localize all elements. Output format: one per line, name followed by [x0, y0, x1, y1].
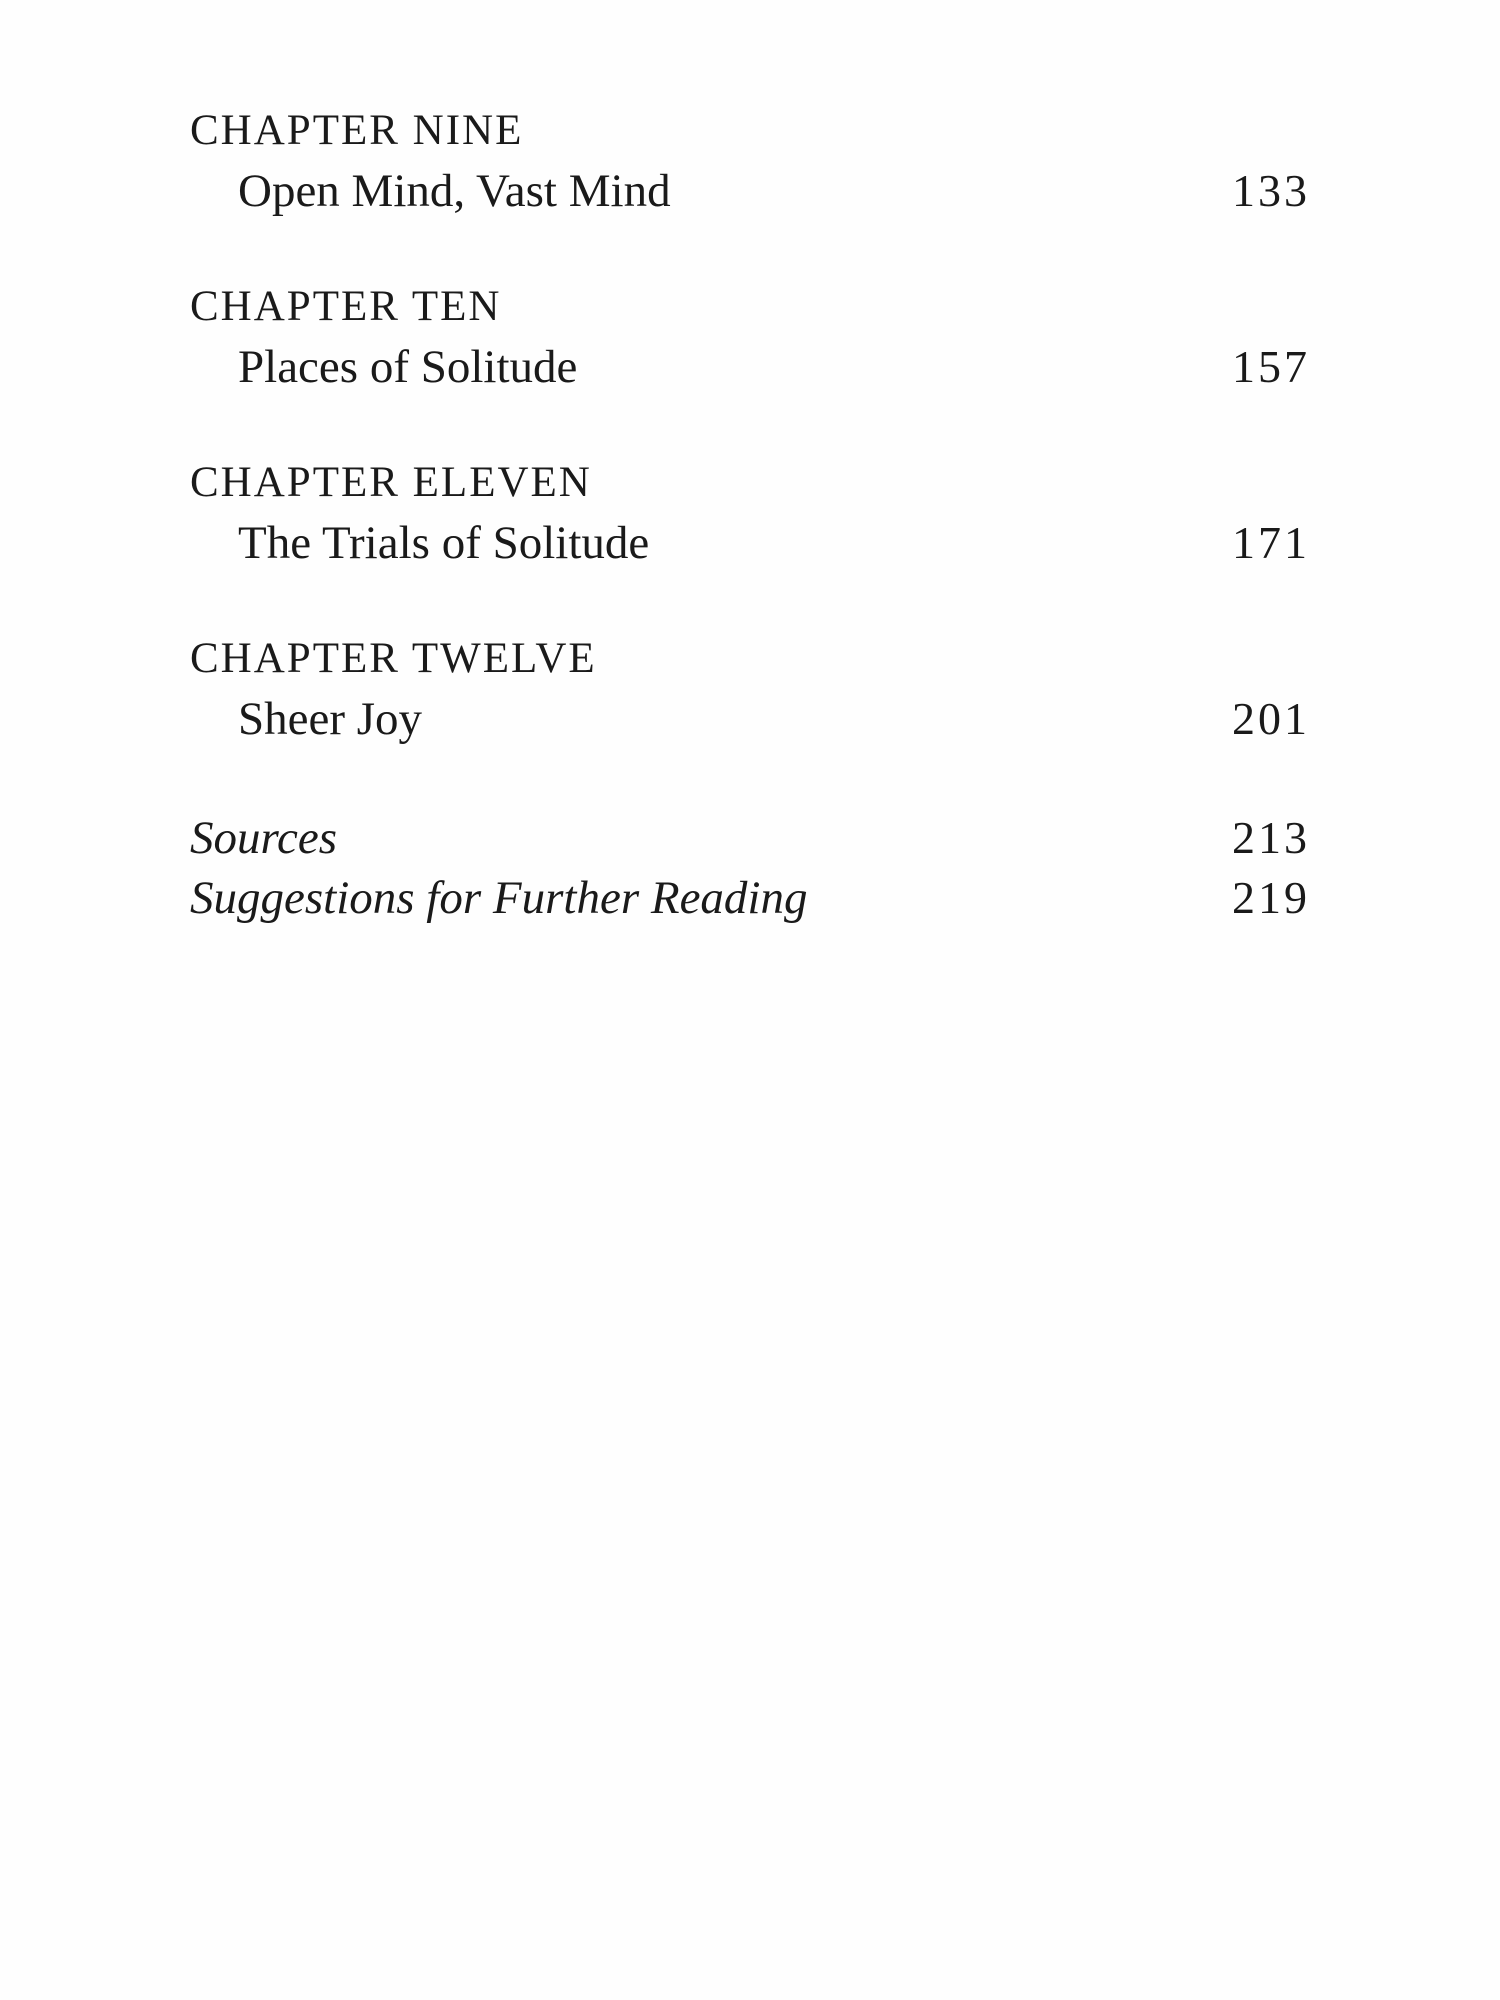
page-number: 157 [1232, 341, 1310, 392]
backmatter-entry [190, 808, 1310, 868]
page-number: 219 [1232, 872, 1310, 923]
chapter-heading: CHAPTER TEN [190, 283, 502, 330]
toc-entry [190, 510, 1310, 576]
chapter-heading: CHAPTER NINE [190, 107, 524, 154]
table-of-contents [190, 104, 1310, 928]
toc-chapter [190, 104, 1310, 224]
toc-chapter [190, 456, 1310, 576]
chapter-title: The Trials of Solitude [238, 517, 650, 569]
chapter-title: Places of Solitude [238, 341, 578, 393]
backmatter-entry [190, 868, 1310, 928]
backmatter-title: Suggestions for Further Reading [190, 872, 808, 924]
chapter-title: Open Mind, Vast Mind [238, 165, 671, 217]
toc-entry [190, 158, 1310, 224]
chapter-heading: CHAPTER TWELVE [190, 635, 597, 682]
toc-entry [190, 686, 1310, 752]
page-number: 133 [1232, 165, 1310, 216]
page-number: 171 [1232, 517, 1310, 568]
page-number: 213 [1232, 812, 1310, 863]
toc-entry [190, 334, 1310, 400]
backmatter-list [190, 808, 1310, 928]
backmatter-title: Sources [190, 812, 338, 864]
page-number: 201 [1232, 693, 1310, 744]
toc-chapter [190, 632, 1310, 752]
toc-chapter [190, 280, 1310, 400]
chapter-heading: CHAPTER ELEVEN [190, 459, 592, 506]
chapter-title: Sheer Joy [238, 693, 423, 745]
